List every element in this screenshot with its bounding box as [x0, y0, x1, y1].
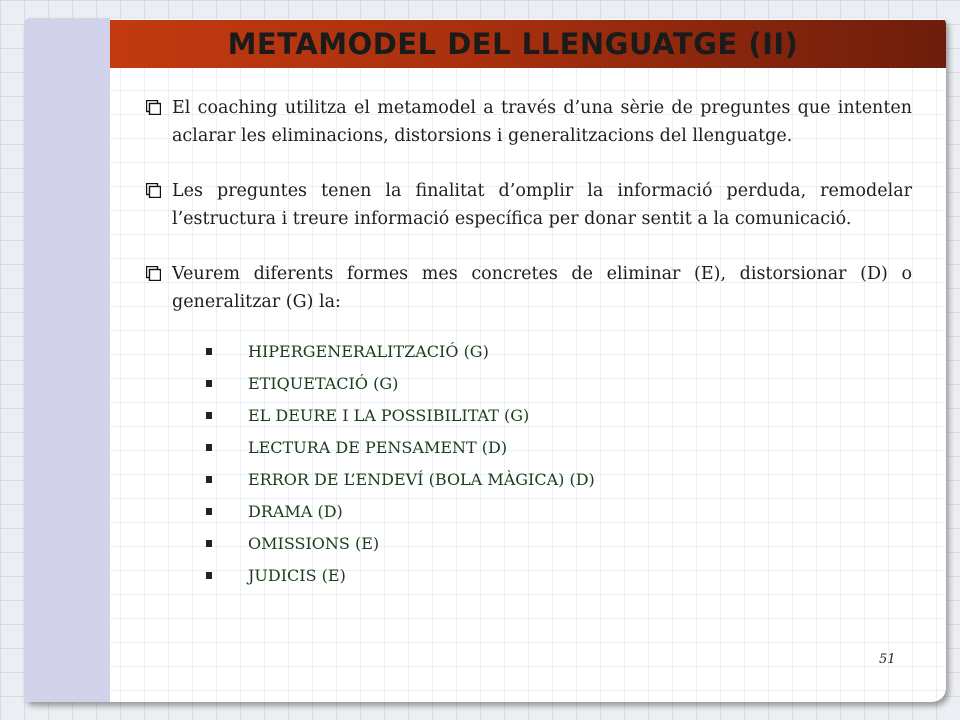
sub-list-item [204, 432, 912, 464]
square-bullet-icon [206, 444, 212, 451]
checkbox-icon [146, 266, 161, 281]
bullet-text: Veurem diferents formes mes concretes de eliminar (E), distorsionar (D) o generalitzar (G) la: [172, 264, 912, 312]
page-number: 51 [879, 652, 896, 667]
sub-list-item [204, 368, 912, 400]
bullet-item [142, 94, 912, 150]
sub-item-text: LECTURA DE PENSAMENT (D) [248, 438, 508, 457]
square-bullet-icon [206, 508, 212, 515]
sub-item-text: DRAMA (D) [248, 502, 343, 521]
sub-list-item [204, 400, 912, 432]
sub-item-text: ETIQUETACIÓ (G) [248, 374, 399, 393]
bullet-item [142, 177, 912, 233]
square-bullet-icon [206, 412, 212, 419]
bullet-text: Les preguntes tenen la finalitat d’omplir la informació perduda, remodelar l’estructura i treure informació específica per donar sentit a la comunicació. [172, 181, 912, 229]
square-bullet-icon [206, 380, 212, 387]
checkbox-icon [146, 183, 161, 198]
slide-title: METAMODEL DEL LLENGUATGE (II) [227, 27, 799, 61]
slide [24, 18, 946, 702]
sub-list [204, 336, 912, 592]
sub-list-item [204, 336, 912, 368]
sub-list-item [204, 560, 912, 592]
side-band [24, 18, 110, 702]
bullet-text: El coaching utilitza el metamodel a través d’una sèrie de preguntes que intenten aclarar les eliminacions, distorsions i generalitzacions del llenguatge. [172, 98, 912, 146]
square-bullet-icon [206, 348, 212, 355]
sub-list-item [204, 528, 912, 560]
sub-item-text: HIPERGENERALITZACIÓ (G) [248, 342, 489, 361]
square-bullet-icon [206, 476, 212, 483]
sub-list-item [204, 464, 912, 496]
slide-content [142, 94, 912, 592]
checkbox-icon [146, 100, 161, 115]
square-bullet-icon [206, 540, 212, 547]
square-bullet-icon [206, 572, 212, 579]
sub-item-text: EL DEURE I LA POSSIBILITAT (G) [248, 406, 530, 425]
title-bar [110, 20, 946, 68]
sub-item-text: ERROR DE L’ENDEVÍ (BOLA MÀGICA) (D) [248, 470, 595, 489]
sub-list-item [204, 496, 912, 528]
sub-item-text: JUDICIS (E) [248, 566, 346, 585]
bullet-item [142, 260, 912, 316]
sub-item-text: OMISSIONS (E) [248, 534, 380, 553]
